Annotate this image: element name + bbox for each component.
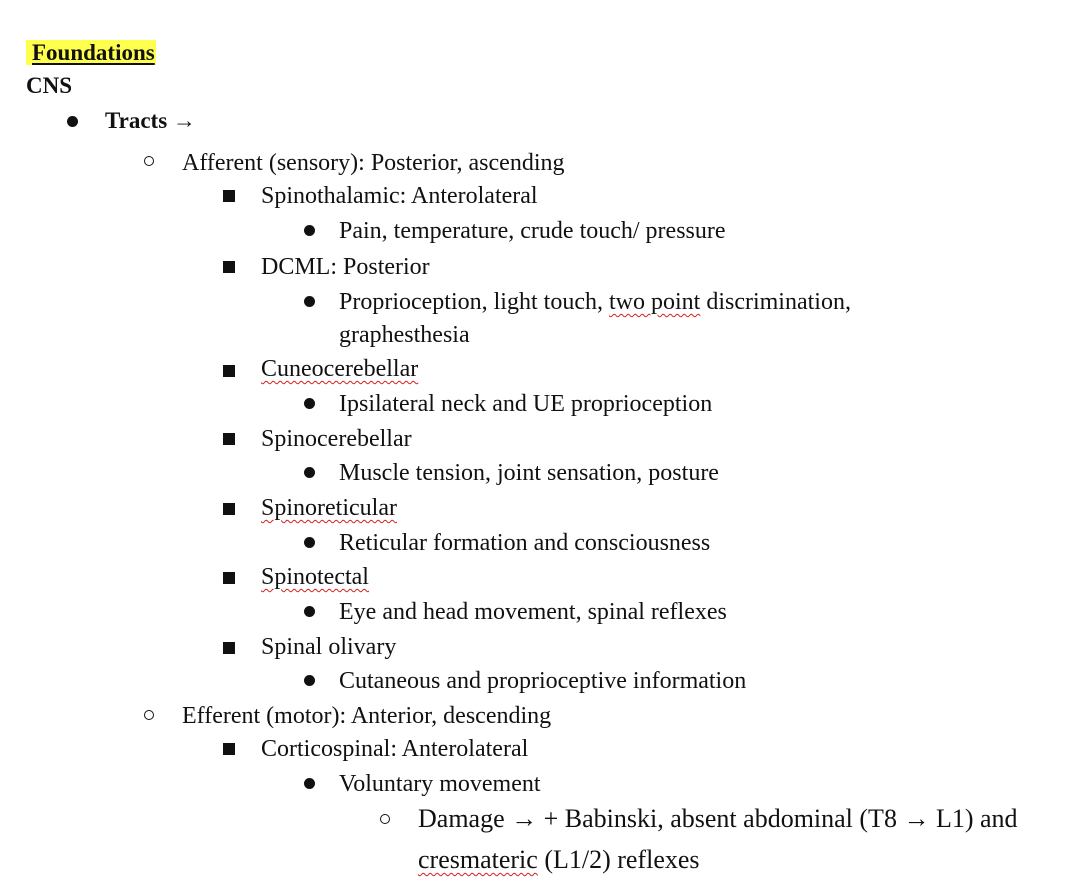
spelling-flag: two point bbox=[608, 289, 701, 315]
bullet-square-icon bbox=[223, 572, 235, 584]
spinotectal-desc: Eye and head movement, spinal reflexes bbox=[339, 599, 727, 625]
section-heading: CNS bbox=[26, 73, 73, 98]
bullet-dot-icon bbox=[304, 675, 315, 686]
spinocerebellar-desc: Muscle tension, joint sensation, posture bbox=[339, 460, 719, 486]
spelling-flag: Spinoreticular bbox=[261, 495, 397, 521]
spinoreticular-item bbox=[261, 493, 397, 523]
bullet-dot-icon bbox=[304, 537, 315, 548]
bullet-square-icon bbox=[223, 743, 235, 755]
damage-item-continued bbox=[418, 845, 700, 875]
dcml-desc-part: Proprioception, light touch, bbox=[339, 289, 609, 315]
corticospinal-desc: Voluntary movement bbox=[339, 771, 541, 797]
bullet-dot-icon bbox=[304, 778, 315, 789]
bullet-dot-icon bbox=[304, 225, 315, 236]
spinotectal-item bbox=[261, 562, 369, 592]
dcml-item: DCML: Posterior bbox=[261, 254, 430, 280]
spinoreticular-desc: Reticular formation and consciousness bbox=[339, 530, 711, 556]
spinothalamic-item: Spinothalamic: Anterolateral bbox=[261, 183, 538, 209]
title-heading bbox=[26, 38, 156, 68]
dcml-desc-continued: graphesthesia bbox=[339, 322, 470, 348]
bullet-ring-icon bbox=[144, 156, 154, 166]
spinal-olivary-desc: Cutaneous and proprioceptive information bbox=[339, 668, 747, 694]
spinothalamic-desc: Pain, temperature, crude touch/ pressure bbox=[339, 218, 726, 244]
bullet-square-icon bbox=[223, 365, 235, 377]
spelling-flag: Spinotectal bbox=[261, 564, 369, 590]
spinal-olivary-item: Spinal olivary bbox=[261, 634, 397, 660]
cuneocerebellar-item bbox=[261, 354, 418, 384]
damage-part: (L1/2) reflexes bbox=[537, 845, 700, 874]
bullet-dot-icon bbox=[304, 398, 315, 409]
title-highlight: Foundations bbox=[26, 40, 156, 65]
spelling-flag: Cuneocerebellar bbox=[261, 356, 419, 382]
cuneocerebellar-desc: Ipsilateral neck and UE proprioception bbox=[339, 391, 713, 417]
bullet-square-icon bbox=[223, 190, 235, 202]
spelling-flag: cresmateric bbox=[418, 845, 538, 874]
tracts-item: Tracts → bbox=[105, 108, 196, 133]
damage-item: Damage → + Babinski, absent abdominal (T8 → L1) and bbox=[418, 804, 1018, 833]
bullet-dot-icon bbox=[67, 116, 78, 127]
bullet-ring-icon bbox=[380, 814, 390, 824]
dcml-desc bbox=[339, 287, 851, 317]
spinocerebellar-item: Spinocerebellar bbox=[261, 426, 412, 452]
bullet-dot-icon bbox=[304, 467, 315, 478]
bullet-dot-icon bbox=[304, 296, 315, 307]
bullet-dot-icon bbox=[304, 606, 315, 617]
bullet-square-icon bbox=[223, 503, 235, 515]
afferent-item: Afferent (sensory): Posterior, ascending bbox=[182, 150, 565, 176]
bullet-square-icon bbox=[223, 642, 235, 654]
bullet-square-icon bbox=[223, 433, 235, 445]
efferent-item: Efferent (motor): Anterior, descending bbox=[182, 703, 552, 729]
corticospinal-item: Corticospinal: Anterolateral bbox=[261, 736, 529, 762]
dcml-desc-part: discrimination, bbox=[700, 289, 851, 315]
bullet-square-icon bbox=[223, 261, 235, 273]
bullet-ring-icon bbox=[144, 710, 154, 720]
